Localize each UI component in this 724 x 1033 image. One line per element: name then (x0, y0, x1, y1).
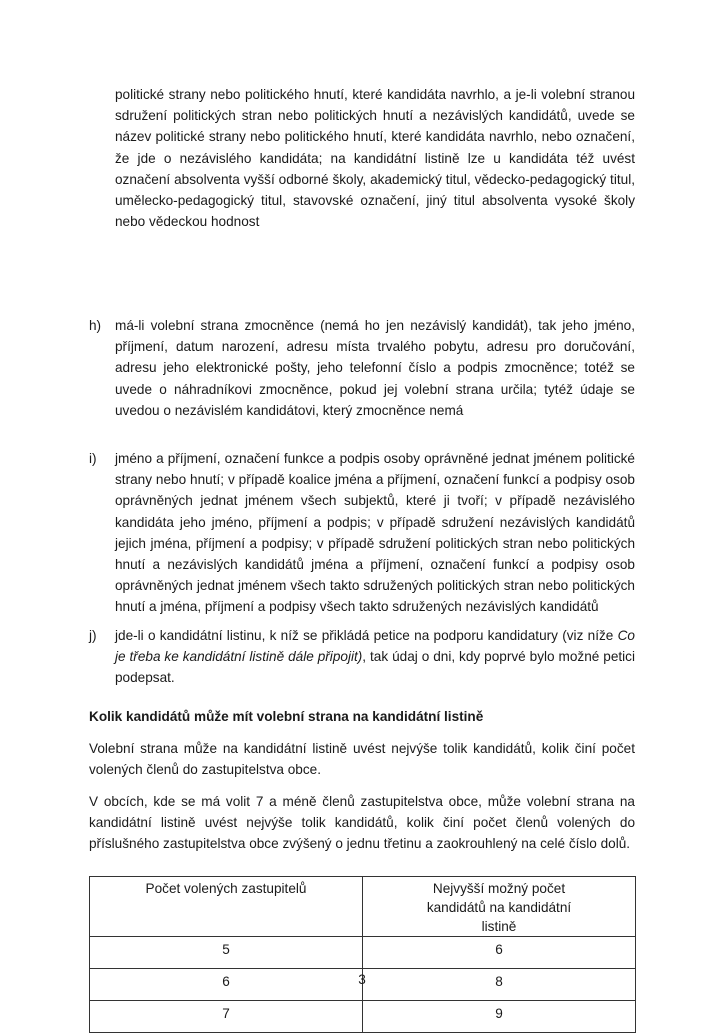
page-number: 3 (358, 972, 366, 987)
list-item-label: j) (89, 628, 97, 643)
list-item-j (89, 625, 635, 689)
list-item-text-italic-reference: Co je třeba ke kandidátní listině dále připojit) (115, 628, 635, 665)
list-item-text: má-li volební strana zmocněnce (nemá ho jen nezávislý kandidát), tak jeho jméno, příjmení, datum narození, adresu místa trvalého pobytu, adresu pro doručování, adresu jeho elektronické pošty, jeho telefonní číslo a podpis zmocněnce; totéž se uvede o náhradníkovi zmocněnce, pokud jej volební strana určila; tytéž údaje se uvedou o nezávislém kandidátovi, který zmocněnce nemá (115, 318, 635, 418)
table-header-cell: Počet volených zastupitelů (90, 877, 363, 937)
section-heading: Kolik kandidátů může mít volební strana na kandidátní listině (89, 709, 484, 724)
table-cell: 5 (90, 937, 363, 969)
list-item-text: jméno a příjmení, označení funkce a podpis osoby oprávněné jednat jménem politické strany nebo hnutí; v případě koalice jména a příjmení, označení funkcí a podpisy osob oprávněných jednat jménem všech subjektů, které ji tvoří; v případě nezávislého kandidáta jeho jméno, příjmení a podpis; v případě sdružení nezávislých kandidátů jejich jména, příjmení a podpisy; v případě sdružení politických stran nebo politických hnutí a nezávislých kandidátů jména a příjmení, označení funkcí a podpisy osob oprávněných jednat jménem všech takto sdružených politických stran nebo politických hnutí a jména, příjmení a podpisy všech takto sdružených nezávislých kandidátů (115, 451, 635, 615)
table-cell: 6 (363, 937, 636, 969)
table-header-row (90, 877, 636, 937)
table-row (90, 1001, 636, 1033)
table-cell: 9 (363, 1001, 636, 1033)
list-item-i (89, 448, 635, 618)
continuation-paragraph: politické strany nebo politického hnutí, které kandidáta navrhlo, a je-li volební stranou sdružení politických stran nebo politických hnutí a nezávislých kandidátů, uvede se název politické strany nebo politického hnutí, které kandidáta navrhlo, nebo označení, že jde o nezávislého kandidáta; na kandidátní listině lze u kandidáta též uvést označení absolventa vyšší odborné školy, akademický titul, vědecko-pedagogický titul, umělecko-pedagogický titul, stavovské označení, jiný titul absolventa vysoké školy nebo vědeckou hodnost (115, 87, 635, 230)
table-cell: 6 (90, 969, 363, 1001)
list-item-h (89, 315, 635, 421)
list-item-text (115, 625, 635, 689)
list-item-label: h) (89, 318, 102, 333)
body-paragraph-1: Volební strana může na kandidátní listině uvést nejvýše tolik kandidátů, kolik činí počet volených členů do zastupitelstva obce. (89, 741, 635, 778)
table-cell: 7 (90, 1001, 363, 1033)
body-paragraph-2: V obcích, kde se má volit 7 a méně členů zastupitelstva obce, může volební strana na kandidátní listině uvést nejvýše tolik kandidátů, kolik činí počet členů volených do příslušného zastupitelstva obce zvýšený o jednu třetinu a zaokrouhlený na celé číslo dolů. (89, 794, 635, 852)
table-cell: 8 (363, 969, 636, 1001)
table-row (90, 937, 636, 969)
table-header-cell: Nejvyšší možný počet kandidátů na kandidátní listině (363, 877, 636, 937)
list-item-text-before: jde-li o kandidátní listinu, k níž se přikládá petice na podporu kandidatury (viz níže (115, 628, 618, 643)
list-item-text-after: , tak údaj o dni, kdy poprvé bylo možné petici podepsat. (115, 649, 635, 686)
candidates-table (89, 876, 636, 1033)
list-item-label: i) (89, 451, 97, 466)
